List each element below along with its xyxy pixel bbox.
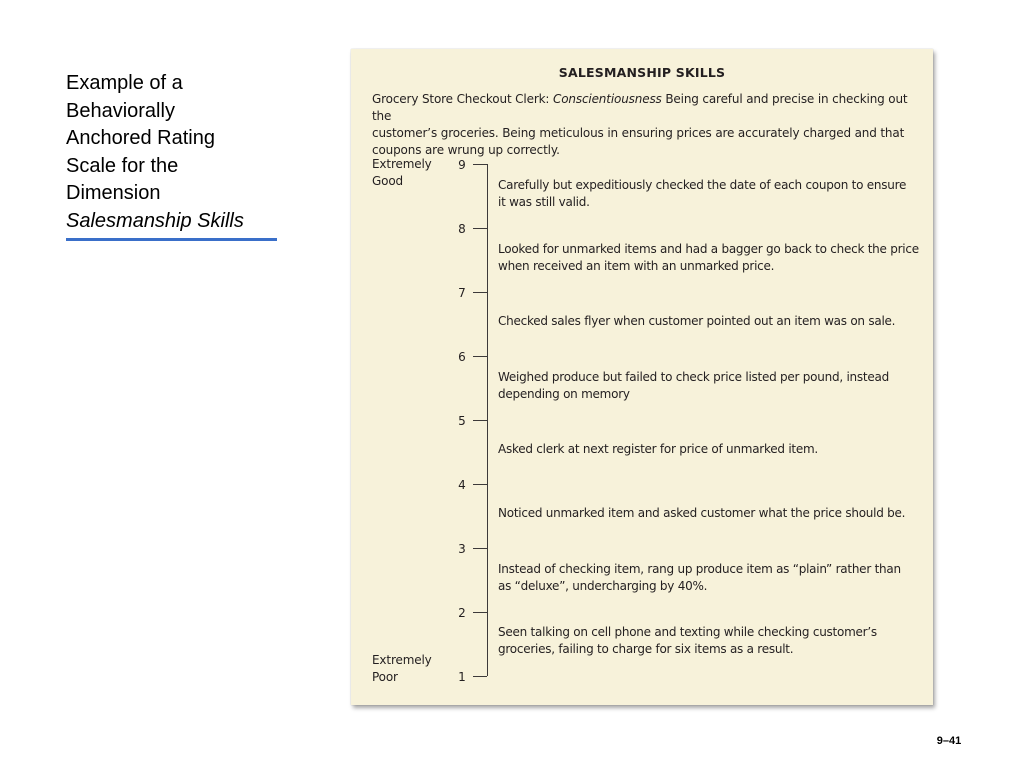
scale-point: 5 xyxy=(458,414,466,428)
title-underline xyxy=(66,238,277,241)
behavioral-anchor xyxy=(498,505,923,522)
scale-tick xyxy=(473,612,487,613)
behavioral-anchor xyxy=(498,369,923,403)
anchor-line: as “deluxe”, undercharging by 40%. xyxy=(498,579,708,593)
slide-title-dimension: Salesmanship Skills xyxy=(66,209,244,232)
anchor-line: it was still valid. xyxy=(498,195,590,209)
behavioral-anchor xyxy=(498,313,923,330)
slide-title-line: Behaviorally xyxy=(66,99,175,122)
anchor-line: Weighed produce but failed to check price listed per pound, instead xyxy=(498,370,889,384)
scale-axis-line xyxy=(487,164,488,676)
anchor-line: when received an item with an unmarked price. xyxy=(498,259,775,273)
anchor-line: Noticed unmarked item and asked customer what the price should be. xyxy=(498,506,906,520)
scale-tick xyxy=(473,292,487,293)
scale-point: 2 xyxy=(458,606,466,620)
anchor-line: Looked for unmarked items and had a bagger go back to check the price xyxy=(498,242,919,256)
scale-tick xyxy=(473,548,487,549)
anchor-line: groceries, failing to charge for six items as a result. xyxy=(498,642,794,656)
page-number: 9–41 xyxy=(936,735,962,747)
behavioral-anchor xyxy=(498,241,923,275)
anchor-line: Carefully but expeditiously checked the date of each coupon to ensure xyxy=(498,178,907,192)
behavioral-anchor xyxy=(498,441,923,458)
anchor-line: Asked clerk at next register for price of unmarked item. xyxy=(498,442,818,456)
slide-title xyxy=(66,70,326,235)
scale-tick xyxy=(473,228,487,229)
scale-point: 1 xyxy=(458,670,466,684)
anchor-line: Checked sales flyer when customer pointed out an item was on sale. xyxy=(498,314,896,328)
anchor-line: Instead of checking item, rang up produce item as “plain” rather than xyxy=(498,562,901,576)
scale-tick xyxy=(473,484,487,485)
intro-line1-rest: Being careful and precise in checking out the xyxy=(372,92,908,123)
slide-title-line: Scale for the xyxy=(66,154,179,177)
slide-title-line: Example of a xyxy=(66,72,183,94)
top-end-label-line: Extremely xyxy=(372,157,432,171)
intro-dimension: Conscientiousness xyxy=(552,92,662,106)
intro-prefix: Grocery Store Checkout Clerk: xyxy=(372,92,553,106)
top-end-label xyxy=(372,156,432,190)
scale-tick xyxy=(473,676,487,677)
scale-point: 3 xyxy=(458,542,466,556)
bottom-end-label-line: Poor xyxy=(372,670,398,684)
anchor-line: Seen talking on cell phone and texting while checking customer’s xyxy=(498,625,877,639)
intro-line3: coupons are wrung up correctly. xyxy=(372,143,560,157)
behavioral-anchor xyxy=(498,177,923,211)
scale-point: 8 xyxy=(458,222,466,236)
figure-intro xyxy=(372,91,922,159)
scale-point: 6 xyxy=(458,350,466,364)
slide-title-line: Anchored Rating xyxy=(66,127,215,149)
top-end-label-line: Good xyxy=(372,174,403,188)
scale-point: 4 xyxy=(458,478,466,492)
scale-tick xyxy=(473,356,487,357)
behavioral-anchor xyxy=(498,624,923,658)
intro-line2: customer’s groceries. Being meticulous in ensuring prices are accurately charged and that xyxy=(372,126,905,140)
bars-figure xyxy=(351,49,933,705)
bottom-end-label xyxy=(372,652,432,686)
scale-tick xyxy=(473,164,487,165)
anchor-line: depending on memory xyxy=(498,387,630,401)
bottom-end-label-line: Extremely xyxy=(372,653,432,667)
slide-title-line: Dimension xyxy=(66,182,161,204)
behavioral-anchor xyxy=(498,561,923,595)
scale-tick xyxy=(473,420,487,421)
scale-point: 9 xyxy=(458,158,466,172)
scale-point: 7 xyxy=(458,286,466,300)
figure-heading: SALESMANSHIP SKILLS xyxy=(558,65,726,80)
